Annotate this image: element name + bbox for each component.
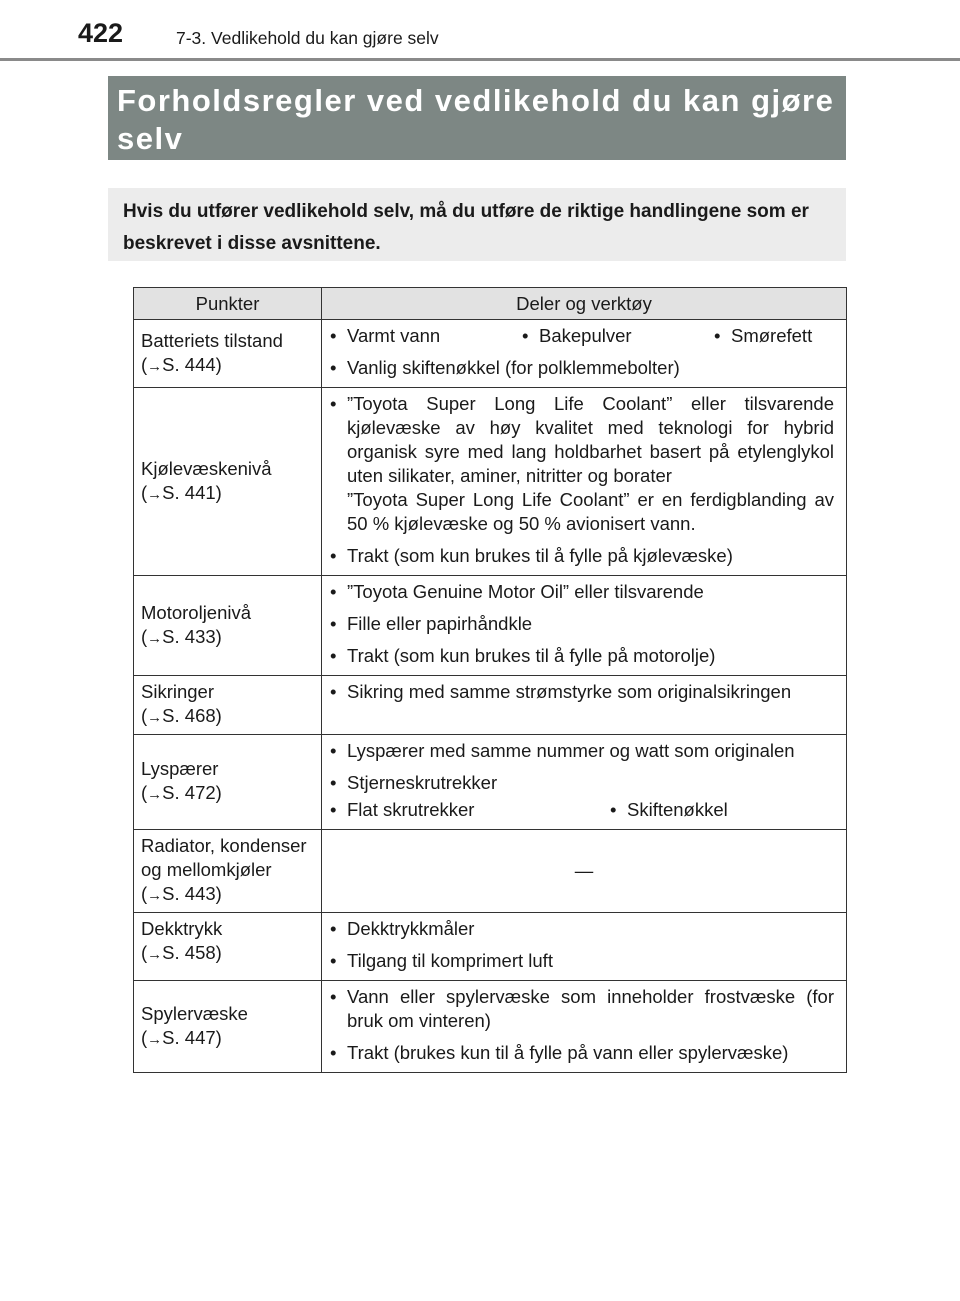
tools-cell [322, 388, 847, 576]
item-label: Motoroljenivå [141, 601, 252, 623]
arrow-icon: → [147, 887, 163, 904]
list-item: • Vann eller spylervæske som inneholder frostvæske (for bruk om vinteren) [329, 985, 834, 1033]
arrow-icon: → [147, 786, 163, 803]
item-cell [134, 676, 322, 735]
coolant-spec: • ”Toyota Super Long Life Coolant” eller tilsvarende kjølevæske av høy kvalitet med teknologi for hybrid organisk syre med lang holdbarhet basert på etylenglykol uten silikater, aminer, nitritter og borater [347, 393, 834, 486]
page-reference: (→S. 441) [141, 481, 222, 503]
header-divider [0, 58, 960, 61]
list-item: • Trakt (brukes kun til å fylle på vann eller spylervæske) [329, 1041, 834, 1065]
item-cell [134, 735, 322, 830]
list-item: • Trakt (som kun brukes til å fylle på kjølevæske) [329, 544, 834, 568]
arrow-icon: → [147, 709, 163, 726]
list-item: • Skiftenøkkel [609, 798, 728, 822]
section-title: 7-3. Vedlikehold du kan gjøre selv [176, 28, 439, 48]
list-item: • Tilgang til komprimert luft [329, 949, 834, 973]
page-reference: (→S. 458) [141, 942, 222, 963]
title-banner [108, 76, 846, 160]
tools-cell [322, 576, 847, 676]
inline-tools [329, 798, 834, 822]
tools-cell [322, 913, 847, 981]
table-row [134, 981, 847, 1073]
table-row [134, 576, 847, 676]
table-row [134, 388, 847, 576]
list-item: • Stjerneskrutrekker [329, 771, 834, 795]
coolant-note: ”Toyota Super Long Life Coolant” er en ferdigblanding av 50 % kjølevæske og 50 % avionisert vann. [347, 489, 834, 534]
page-reference: (→S. 443) [141, 883, 222, 904]
item-cell [134, 830, 322, 913]
list-item: • Lyspærer med samme nummer og watt som originalen [329, 739, 834, 763]
page-reference: (→S. 468) [141, 705, 222, 726]
list-item: • Sikring med samme strømstyrke som originalsikringen [329, 680, 834, 704]
tools-cell [322, 981, 847, 1073]
item-cell [134, 981, 322, 1073]
item-label: Lyspærer [141, 758, 219, 779]
page-reference: (→S. 472) [141, 782, 222, 803]
list-item: • ”Toyota Genuine Motor Oil” eller tilsvarende [329, 580, 834, 604]
item-label: Kjølevæskenivå [141, 457, 272, 479]
arrow-icon: → [147, 1030, 163, 1048]
page-reference: (→S. 433) [141, 625, 222, 647]
tools-cell [322, 735, 847, 830]
page-reference: (→S. 444) [141, 353, 222, 375]
item-cell [134, 576, 322, 676]
item-cell [134, 913, 322, 981]
tools-cell [322, 676, 847, 735]
table-row [134, 830, 847, 913]
table-header-row [134, 288, 847, 320]
list-item: • Flat skrutrekker [329, 798, 609, 822]
item-label: Batteriets tilstand [141, 329, 283, 351]
arrow-icon: → [147, 629, 163, 647]
table-row [134, 913, 847, 981]
column-header-items: Punkter [134, 288, 322, 320]
tools-cell [322, 320, 847, 388]
list-item: • Smørefett [713, 324, 812, 348]
page-number: 422 [78, 18, 124, 48]
item-label: Radiator, kondenser og mellomkjøler [141, 835, 307, 880]
list-item: • Varmt vann [329, 324, 521, 348]
item-label: Sikringer [141, 681, 214, 702]
list-item: • Fille eller papirhåndkle [329, 612, 834, 636]
item-label: Spylervæske [141, 1002, 248, 1024]
item-cell [134, 320, 322, 388]
column-header-tools: Deler og verktøy [322, 288, 847, 320]
table-row [134, 320, 847, 388]
table-row [134, 676, 847, 735]
list-item: • Trakt (som kun brukes til å fylle på motorolje) [329, 644, 834, 668]
intro-box [108, 188, 846, 261]
page-reference: (→S. 447) [141, 1026, 222, 1048]
list-item: • Bakepulver [521, 324, 713, 348]
list-item [329, 392, 834, 536]
item-label: Dekktrykk [141, 918, 223, 939]
page-title: Forholdsregler ved vedlikehold du kan gjøre selv [117, 83, 835, 156]
table-row [134, 735, 847, 830]
list-item: • Dekktrykkmåler [329, 917, 834, 941]
arrow-icon: → [147, 357, 163, 375]
item-cell [134, 388, 322, 576]
tools-cell [322, 830, 847, 913]
inline-tools [329, 324, 834, 348]
list-item: • Vanlig skiftenøkkel (for polklemmebolter) [329, 356, 834, 380]
arrow-icon: → [147, 485, 163, 503]
intro-text: Hvis du utfører vedlikehold selv, må du utføre de riktige handlingene som er beskrevet i disse avsnittene. [123, 201, 809, 254]
none-dash: — [574, 860, 594, 881]
maintenance-table [133, 287, 847, 1073]
arrow-icon: → [147, 946, 163, 963]
